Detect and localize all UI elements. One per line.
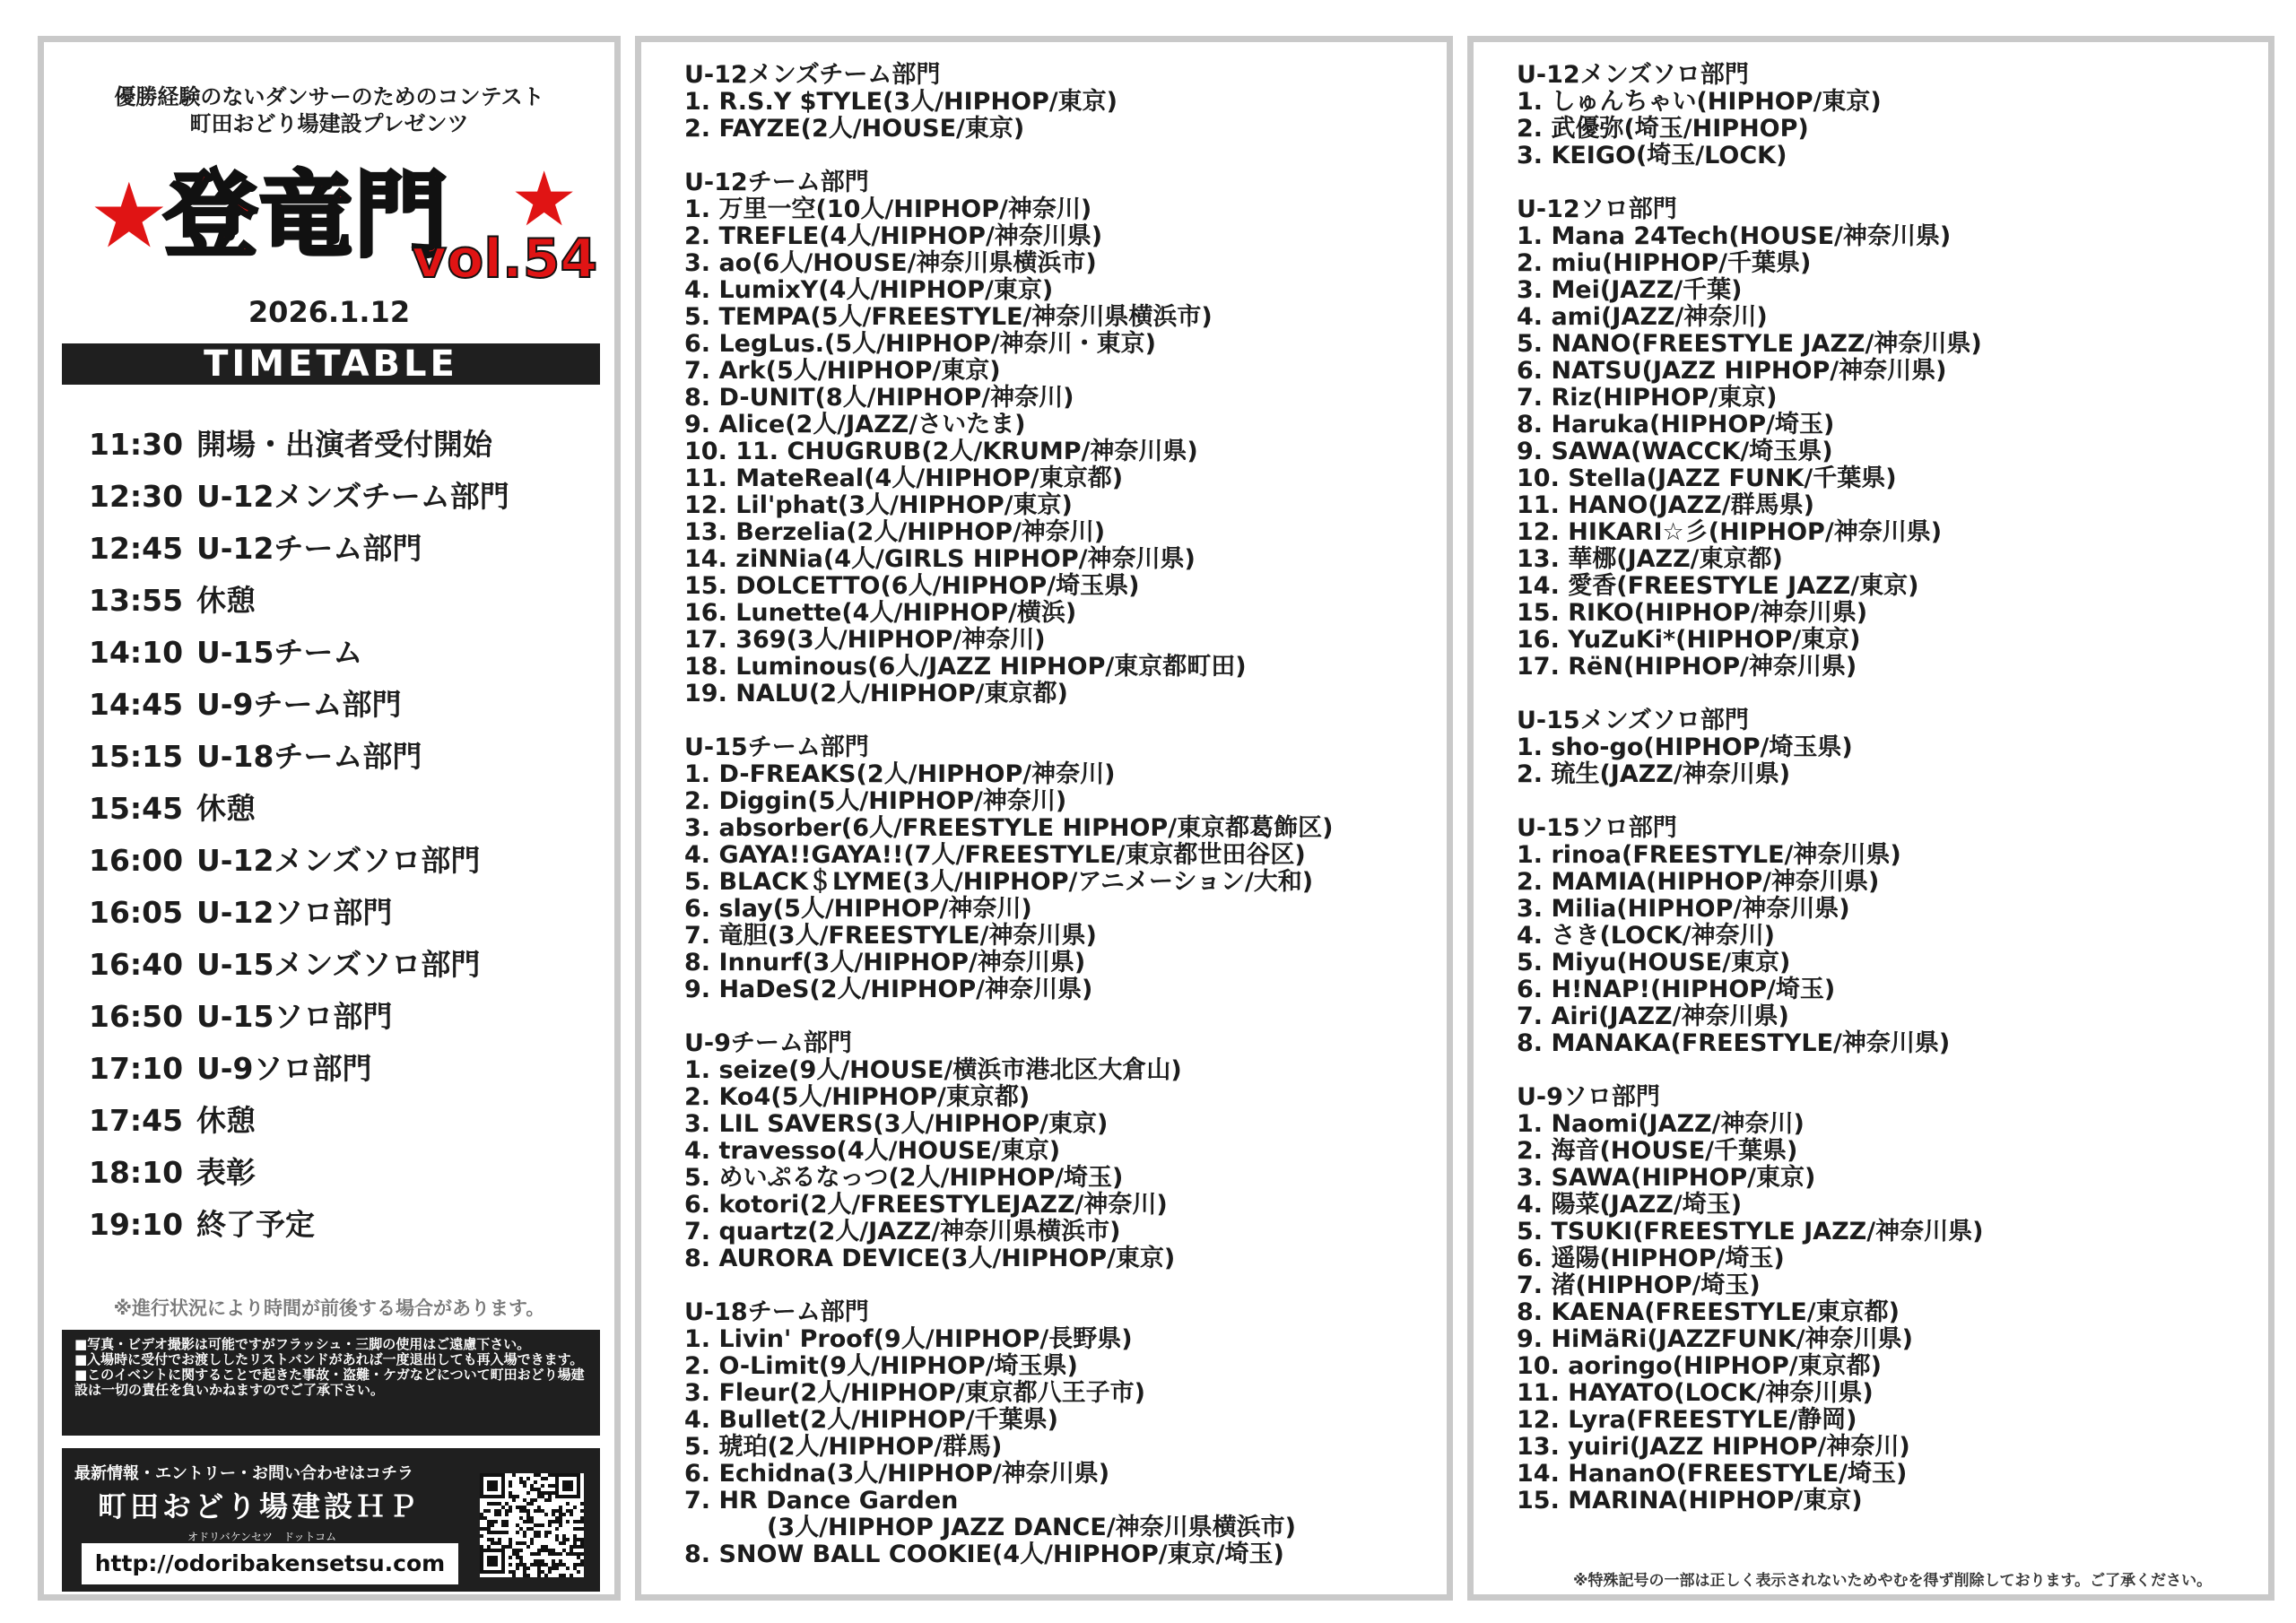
timetable-event: 休憩 [196, 583, 256, 618]
qr-code-icon[interactable] [480, 1473, 584, 1577]
timetable-row [89, 419, 509, 471]
entry-item: 6. LegLus.(5人/HIPHOP/神奈川・東京) [684, 330, 1156, 358]
entry-item: 2. 武優弥(埼玉/HIPHOP) [1517, 115, 1809, 143]
entry-item: 12. Lyra(FREESTYLE/静岡) [1517, 1406, 1857, 1434]
timetable-row [89, 575, 509, 627]
homepage-url[interactable]: http://odoribakensetsu.com [82, 1543, 458, 1584]
entry-item: 3. LIL SAVERS(3人/HIPHOP/東京) [684, 1110, 1109, 1138]
timetable-time: 15:15 [89, 739, 184, 774]
entry-item: 11. HAYATO(LOCK/神奈川県) [1517, 1379, 1874, 1407]
entry-item: 8. AURORA DEVICE(3人/HIPHOP/東京) [684, 1245, 1176, 1272]
logo-title: 登竜門 [164, 161, 450, 270]
logo-star-right-icon: ★ [510, 155, 578, 243]
entry-item: 4. LumixY(4人/HIPHOP/東京) [684, 276, 1054, 304]
timetable-event: U-15ソロ部門 [196, 999, 393, 1034]
timetable-row [89, 679, 509, 731]
entry-item: 3. absorber(6人/FREESTYLE HIPHOP/東京都葛飾区) [684, 814, 1334, 842]
entry-item: 8. MANAKA(FREESTYLE/神奈川県) [1517, 1029, 1951, 1057]
division-section [1517, 707, 1983, 788]
entry-item: 2. Diggin(5人/HIPHOP/神奈川) [684, 787, 1067, 815]
timetable-time: 19:10 [89, 1207, 184, 1242]
entry-item: 7. HR Dance Garden [684, 1487, 959, 1515]
timetable-event: U-15メンズソロ部門 [196, 947, 481, 982]
entry-item: 10. Stella(JAZZ FUNK/千葉県) [1517, 464, 1897, 492]
division-section [1517, 196, 1983, 681]
timetable-heading: TIMETABLE [62, 343, 600, 385]
entry-item: 8. KAENA(FREESTYLE/東京都) [1517, 1298, 1900, 1326]
entry-item: 12. HIKARI☆彡(HIPHOP/神奈川県) [1517, 518, 1943, 546]
timetable-time: 11:30 [89, 427, 184, 462]
entry-item: 7. Riz(HIPHOP/東京) [1517, 384, 1778, 412]
rule-item: ■写真・ビデオ撮影は可能ですがフラッシュ・三脚の使用はご遠慮下さい。 [74, 1336, 531, 1352]
entry-item: 6. slay(5人/HIPHOP/神奈川) [684, 895, 1032, 923]
entry-item: 2. O-Limit(9人/HIPHOP/埼玉県) [684, 1352, 1078, 1380]
entry-item: 9. SAWA(WACCK/埼玉県) [1517, 438, 1833, 465]
division-title: U-18チーム部門 [684, 1298, 869, 1326]
event-logo [89, 150, 598, 302]
timetable-time: 16:40 [89, 947, 184, 982]
division-title: U-12ソロ部門 [1517, 195, 1677, 223]
entry-item: 1. sho-go(HIPHOP/埼玉県) [1517, 733, 1853, 761]
team-divisions-panel [635, 36, 1453, 1601]
timetable-time: 17:45 [89, 1103, 184, 1138]
entry-item: 16. YuZuKi*(HIPHOP/東京) [1517, 626, 1861, 654]
entry-item: 2. 琉生(JAZZ/神奈川県) [1517, 760, 1791, 788]
timetable-event: 終了予定 [196, 1207, 315, 1242]
entry-item: 7. quartz(2人/JAZZ/神奈川県横浜市) [684, 1218, 1121, 1245]
entry-item: 15. RIKO(HIPHOP/神奈川県) [1517, 599, 1868, 627]
division-section [1517, 1084, 1983, 1515]
timetable-time: 16:05 [89, 895, 184, 930]
division-section [1517, 815, 1983, 1057]
entry-item: 14. HananO(FREESTYLE/埼玉) [1517, 1460, 1908, 1488]
entry-item: 5. めいぷるなっつ(2人/HIPHOP/埼玉) [684, 1164, 1124, 1192]
entry-item: 7. Ark(5人/HIPHOP/東京) [684, 357, 1001, 385]
timetable-row [89, 991, 509, 1043]
division-title: U-9ソロ部門 [1517, 1083, 1660, 1111]
entry-item: 9. HiMäRi(JAZZFUNK/神奈川県) [1517, 1325, 1913, 1353]
timetable-time: 12:45 [89, 531, 184, 566]
entry-item: 4. さき(LOCK/神奈川) [1517, 922, 1775, 950]
footer-note: ※特殊記号の一部は正しく表示されないためやむを得ず削除しております。ご了承ください。 [1573, 1572, 2213, 1590]
timetable-row [89, 1147, 509, 1199]
entry-item: 1. 万里一空(10人/HIPHOP/神奈川) [684, 195, 1092, 223]
division-title: U-15ソロ部門 [1517, 814, 1677, 842]
entry-item: 2. miu(HIPHOP/千葉県) [1517, 249, 1812, 277]
entry-item: 5. TEMPA(5人/FREESTYLE/神奈川県横浜市) [684, 303, 1213, 331]
entry-item: 5. 琥珀(2人/HIPHOP/群馬) [684, 1433, 1003, 1461]
timetable-event: U-12ソロ部門 [196, 895, 393, 930]
entry-item: 17. 369(3人/HIPHOP/神奈川) [684, 626, 1046, 654]
entry-item: 4. Bullet(2人/HIPHOP/千葉県) [684, 1406, 1058, 1434]
entry-item: 17. RëN(HIPHOP/神奈川県) [1517, 653, 1857, 681]
timetable-row [89, 471, 509, 523]
timetable-event: 開場・出演者受付開始 [196, 427, 492, 462]
entry-item: 10. aoringo(HIPHOP/東京都) [1517, 1352, 1882, 1380]
entry-item: 1. rinoa(FREESTYLE/神奈川県) [1517, 841, 1901, 869]
entry-item: 6. Echidna(3人/HIPHOP/神奈川県) [684, 1460, 1110, 1488]
entry-item: 3. SAWA(HIPHOP/東京) [1517, 1164, 1816, 1192]
entry-item: 5. TSUKI(FREESTYLE JAZZ/神奈川県) [1517, 1218, 1984, 1245]
timetable-row [89, 835, 509, 887]
division-section [684, 1299, 1333, 1568]
entry-item: 3. ao(6人/HOUSE/神奈川県横浜市) [684, 249, 1097, 277]
entry-item: 18. Luminous(6人/JAZZ HIPHOP/東京都町田) [684, 653, 1247, 681]
entry-item: 3. Fleur(2人/HIPHOP/東京都八王子市) [684, 1379, 1145, 1407]
timetable-list [89, 419, 509, 1251]
entry-item: 4. GAYA!!GAYA!!(7人/FREESTYLE/東京都世田谷区) [684, 841, 1306, 869]
entry-item: 14. 愛香(FREESTYLE JAZZ/東京) [1517, 572, 1919, 600]
entry-item: 10. 11. CHUGRUB(2人/KRUMP/神奈川県) [684, 438, 1198, 465]
entry-item: 1. R.S.Y $TYLE(3人/HIPHOP/東京) [684, 88, 1118, 116]
entry-item: 4. 陽菜(JAZZ/埼玉) [1517, 1191, 1743, 1219]
entry-item: 8. Haruka(HIPHOP/埼玉) [1517, 411, 1835, 438]
division-section [684, 62, 1333, 143]
entry-item: 15. MARINA(HIPHOP/東京) [1517, 1487, 1863, 1515]
timetable-time: 15:45 [89, 791, 184, 826]
division-section [684, 169, 1333, 707]
entry-item: 1. Naomi(JAZZ/神奈川) [1517, 1110, 1805, 1138]
entry-item: 5. NANO(FREESTYLE JAZZ/神奈川県) [1517, 330, 1982, 358]
entry-item: 15. DOLCETTO(6人/HIPHOP/埼玉県) [684, 572, 1140, 600]
entry-item: 5. Miyu(HOUSE/東京) [1517, 949, 1791, 976]
entry-item: 2. TREFLE(4人/HIPHOP/神奈川県) [684, 222, 1103, 250]
entry-item: 6. kotori(2人/FREESTYLEJAZZ/神奈川) [684, 1191, 1168, 1219]
entry-item: 16. Lunette(4人/HIPHOP/横浜) [684, 599, 1077, 627]
timetable-event: U-9チーム部門 [196, 687, 402, 722]
timetable-event: U-18チーム部門 [196, 739, 422, 774]
progress-note: ※進行状況により時間が前後する場合があります。 [113, 1298, 545, 1319]
logo-volume: vol.54 [412, 228, 598, 291]
solo-divisions-list [1517, 62, 1983, 1541]
timetable-time: 14:10 [89, 635, 184, 670]
timetable-time: 17:10 [89, 1051, 184, 1086]
timetable-event: 休憩 [196, 1103, 256, 1138]
timetable-event: 休憩 [196, 791, 256, 826]
entry-item: 11. HANO(JAZZ/群馬県) [1517, 491, 1814, 519]
timetable-time: 13:55 [89, 583, 184, 618]
entry-item: 1. D-FREAKS(2人/HIPHOP/神奈川) [684, 760, 1116, 788]
division-title: U-9チーム部門 [684, 1029, 852, 1057]
timetable-row [89, 523, 509, 575]
timetable-row [89, 1199, 509, 1251]
homepage-box [62, 1448, 600, 1592]
rule-item: ■入場時に受付でお渡ししたリストバンドがあれば一度退出しても再入場できます。 [74, 1351, 584, 1367]
timetable-event: 表彰 [196, 1155, 256, 1190]
division-title: U-15チーム部門 [684, 733, 869, 761]
division-section [684, 734, 1333, 1003]
division-title: U-12メンズチーム部門 [684, 61, 941, 89]
division-title: U-12チーム部門 [684, 169, 869, 196]
homepage-title: 町田おどり場建設ＨＰ [98, 1489, 422, 1523]
entry-item: 9. HaDeS(2人/HIPHOP/神奈川県) [684, 976, 1093, 1003]
entry-item: 3. KEIGO(埼玉/LOCK) [1517, 142, 1787, 169]
timetable-row [89, 939, 509, 991]
entry-item: 2. FAYZE(2人/HOUSE/東京) [684, 115, 1025, 143]
timetable-time: 16:00 [89, 843, 184, 878]
team-divisions-list [684, 62, 1333, 1595]
timetable-time: 18:10 [89, 1155, 184, 1190]
timetable-event: U-12メンズチーム部門 [196, 479, 509, 514]
rules-box [62, 1330, 600, 1436]
entry-item: 11. MateReal(4人/HIPHOP/東京都) [684, 464, 1124, 492]
division-title: U-12メンズソロ部門 [1517, 61, 1749, 89]
timetable-event: U-12チーム部門 [196, 531, 422, 566]
entry-item: 4. ami(JAZZ/神奈川) [1517, 303, 1768, 331]
entry-item: 1. seize(9人/HOUSE/横浜市港北区大倉山) [684, 1056, 1182, 1084]
timetable-row [89, 1095, 509, 1147]
entry-item: 19. NALU(2人/HIPHOP/東京都) [684, 680, 1068, 707]
logo-star-left-icon: ★ [89, 163, 170, 268]
entry-item: 1. しゅんちゃい(HIPHOP/東京) [1517, 88, 1882, 116]
entry-item: (3人/HIPHOP JAZZ DANCE/神奈川県横浜市) [767, 1514, 1297, 1541]
entry-item: 8. SNOW BALL COOKIE(4人/HIPHOP/東京/埼玉) [684, 1541, 1284, 1568]
division-section [684, 1030, 1333, 1272]
entry-item: 6. H!NAP!(HIPHOP/埼玉) [1517, 976, 1836, 1003]
homepage-reading: オドリバケンセツ ドットコム [187, 1531, 337, 1543]
entry-item: 14. ziNNia(4人/GIRLS HIPHOP/神奈川県) [684, 545, 1196, 573]
entry-item: 13. yuiri(JAZZ HIPHOP/神奈川) [1517, 1433, 1910, 1461]
rule-item: ■このイベントに関することで起きた事故・盗難・ケガなどについて町田おどり場建設は一切の責任を負いかねますのでご了承下さい。 [74, 1367, 585, 1398]
timetable-time: 16:50 [89, 999, 184, 1034]
timetable-time: 14:45 [89, 687, 184, 722]
entry-item: 8. D-UNIT(8人/HIPHOP/神奈川) [684, 384, 1074, 412]
entry-item: 3. Mei(JAZZ/千葉) [1517, 276, 1743, 304]
homepage-caption: 最新情報・エントリー・お問い合わせはコチラ [74, 1464, 413, 1483]
entry-item: 9. Alice(2人/JAZZ/さいたま) [684, 411, 1026, 438]
timetable-time: 12:30 [89, 479, 184, 514]
entry-item: 13. Berzelia(2人/HIPHOP/神奈川) [684, 518, 1106, 546]
entry-item: 4. travesso(4人/HOUSE/東京) [684, 1137, 1061, 1165]
entry-item: 5. BLACK＄LYME(3人/HIPHOP/アニメーション/大和) [684, 868, 1314, 896]
entry-item: 8. Innurf(3人/HIPHOP/神奈川県) [684, 949, 1086, 976]
entry-item: 1. Livin' Proof(9人/HIPHOP/長野県) [684, 1325, 1133, 1353]
solo-divisions-panel [1467, 36, 2274, 1601]
entry-item: 2. Ko4(5人/HIPHOP/東京都) [684, 1083, 1031, 1111]
entry-item: 7. 渚(HIPHOP/埼玉) [1517, 1271, 1761, 1299]
timetable-row [89, 1043, 509, 1095]
timetable-row [89, 731, 509, 783]
event-date: 2026.1.12 [248, 295, 411, 329]
division-title: U-15メンズソロ部門 [1517, 707, 1749, 734]
timetable-row [89, 887, 509, 939]
entry-item: 1. Mana 24Tech(HOUSE/神奈川県) [1517, 222, 1952, 250]
entry-item: 13. 華梛(JAZZ/東京都) [1517, 545, 1783, 573]
timetable-row [89, 783, 509, 835]
entry-item: 7. Airi(JAZZ/神奈川県) [1517, 1002, 1789, 1030]
entry-item: 7. 竜胆(3人/FREESTYLE/神奈川県) [684, 922, 1097, 950]
timetable-row [89, 627, 509, 679]
entry-item: 3. Milia(HIPHOP/神奈川県) [1517, 895, 1850, 923]
contest-subtitle: 優勝経験のないダンサーのためのコンテスト [114, 84, 544, 109]
entry-item: 2. MAMIA(HIPHOP/神奈川県) [1517, 868, 1880, 896]
division-section [1517, 62, 1983, 169]
entry-item: 2. 海音(HOUSE/千葉県) [1517, 1137, 1798, 1165]
timetable-event: U-15チーム [196, 635, 363, 670]
entry-item: 12. Lil'phat(3人/HIPHOP/東京) [684, 491, 1073, 519]
entry-item: 6. NATSU(JAZZ HIPHOP/神奈川県) [1517, 357, 1947, 385]
timetable-event: U-9ソロ部門 [196, 1051, 372, 1086]
timetable-event: U-12メンズソロ部門 [196, 843, 481, 878]
presenter-subtitle: 町田おどり場建設プレゼンツ [189, 111, 469, 136]
timetable-panel [38, 36, 621, 1601]
entry-item: 6. 遥陽(HIPHOP/埼玉) [1517, 1245, 1785, 1272]
